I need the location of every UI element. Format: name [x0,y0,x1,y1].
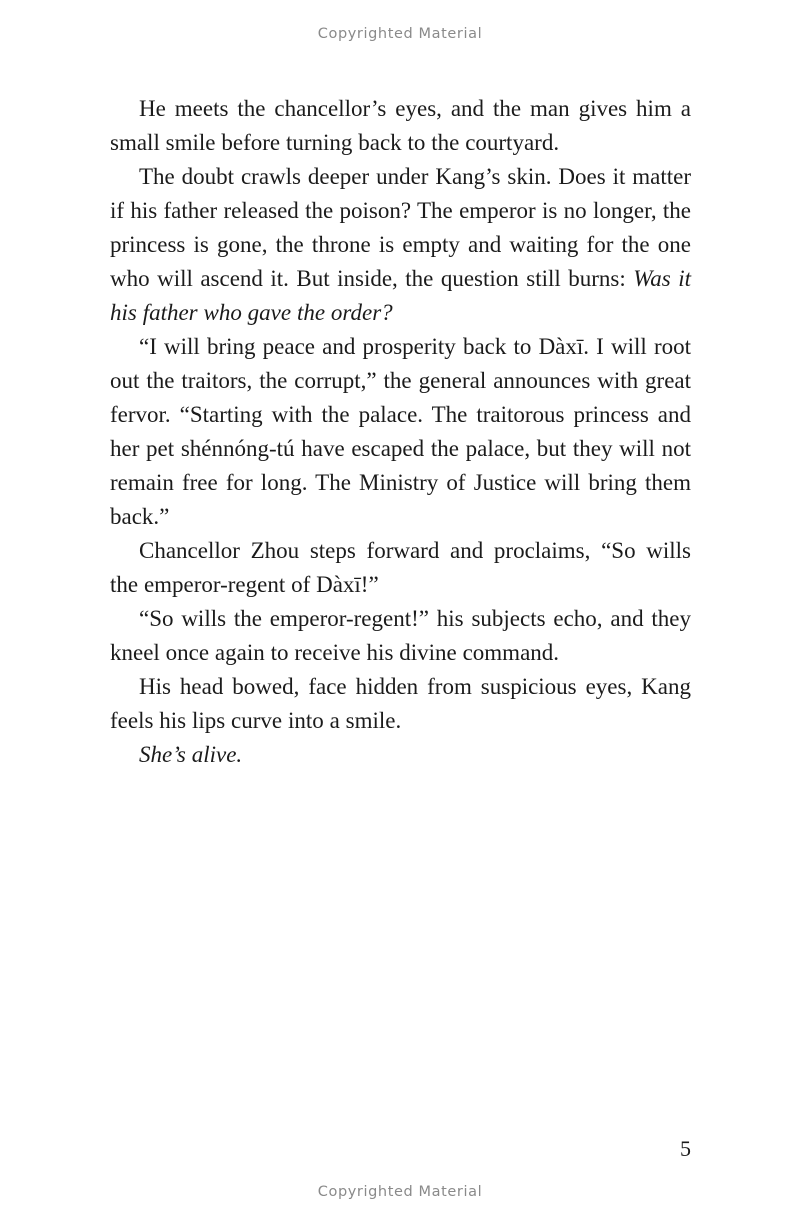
paragraph [110,330,691,534]
paragraph [110,534,691,602]
text-run: “So wills the emperor-regent!” his subjects echo, and they kneel once again to receive his divine command. [110,606,691,665]
text-run: He meets the chancellor’s eyes, and the man gives him a small smile before turning back to the courtyard. [110,96,691,155]
italic-run: She’s alive. [139,742,243,767]
paragraph [110,92,691,160]
text-run: His head bowed, face hidden from suspicious eyes, Kang feels his lips curve into a smile. [110,674,691,733]
copyright-watermark-top: Copyrighted Material [317,26,483,42]
body-text-block [110,92,691,772]
paragraph [110,160,691,330]
paragraph [110,670,691,738]
italic-run: Was it his father who gave the order? [110,266,691,325]
text-run: “I will bring peace and prosperity back to Dàxī. I will root out the traitors, the corrupt,” the general announces with great fervor. “Starting with the palace. The traitorous princess and her pet shénnóng-tú have escaped the palace, but they will not remain free for long. The Ministry of Justice will bring them back.” [110,334,691,529]
copyright-watermark-bottom: Copyrighted Material [317,1184,483,1200]
page-number: 5 [680,1136,691,1161]
paragraph [110,738,691,772]
paragraph [110,602,691,670]
text-run: Chancellor Zhou steps forward and proclaims, “So wills the emperor-regent of Dàxī!” [110,538,691,597]
text-run: The doubt crawls deeper under Kang’s skin. Does it matter if his father released the poison? The emperor is no longer, the princess is gone, the throne is empty and waiting for the one who will ascend it. But inside, the question still burns: [110,164,691,291]
